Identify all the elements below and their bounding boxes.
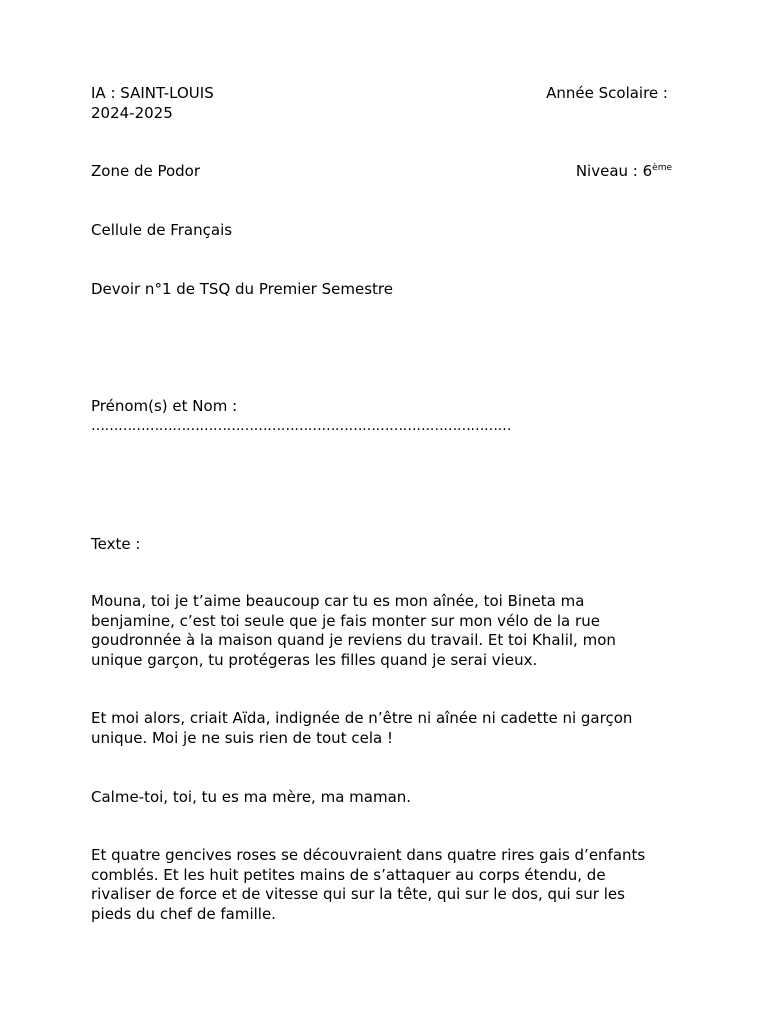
paragraph-line: unique. Moi je ne suis rien de tout cela ! — [91, 728, 393, 747]
identity-label: Prénom(s) et Nom : — [91, 397, 238, 415]
ia-label: IA : SAINT-LOUIS — [91, 84, 214, 102]
niveau-text: Niveau : 6 — [575, 162, 653, 180]
zone-label: Zone de Podor — [91, 162, 201, 180]
paragraph-line: goudronnée à la maison quand je reviens du travail. Et toi Khalil, mon — [91, 631, 616, 649]
paragraph-3 — [91, 788, 681, 808]
paragraph-line: benjamine, c’est toi seule que je fais monter sur mon vélo de la rue — [91, 611, 600, 630]
paragraph-line: comblés. Et les huit petites mains de s’attaquer au corps étendu, de — [91, 865, 606, 884]
annee-scolaire-label: Année Scolaire : — [546, 84, 668, 102]
identity-dots: ………………………………………………………………………………… — [91, 418, 512, 434]
paragraph-4 — [91, 846, 681, 924]
paragraph-line: Mouna, toi je t’aime beaucoup car tu es mon aînée, toi Bineta ma — [91, 592, 585, 610]
cellule-label: Cellule de Français — [91, 221, 233, 239]
paragraph-line: unique garçon, tu protégeras les filles quand je serai vieux. — [91, 650, 538, 669]
paragraph-2 — [91, 709, 681, 748]
paragraph-line: rivaliser de force et de vitesse qui sur la tête, qui sur le dos, qui sur les — [91, 885, 625, 903]
paragraph-line: Et quatre gencives roses se découvraient dans quatre rires gais d’enfants — [91, 846, 646, 864]
paragraph-line: pieds du chef de famille. — [91, 904, 276, 923]
texte-heading: Texte : — [91, 535, 141, 553]
paragraph-line: Et moi alors, criait Aïda, indignée de n’être ni aînée ni cadette ni garçon — [91, 709, 633, 727]
paragraph-line: Calme-toi, toi, tu es ma mère, ma maman. — [91, 788, 412, 806]
annee-scolaire-value: 2024-2025 — [91, 104, 173, 122]
devoir-title: Devoir n°1 de TSQ du Premier Semestre — [91, 280, 393, 298]
paragraph-1 — [91, 592, 681, 670]
niveau-label — [576, 162, 672, 182]
niveau-superscript: ème — [652, 163, 672, 173]
